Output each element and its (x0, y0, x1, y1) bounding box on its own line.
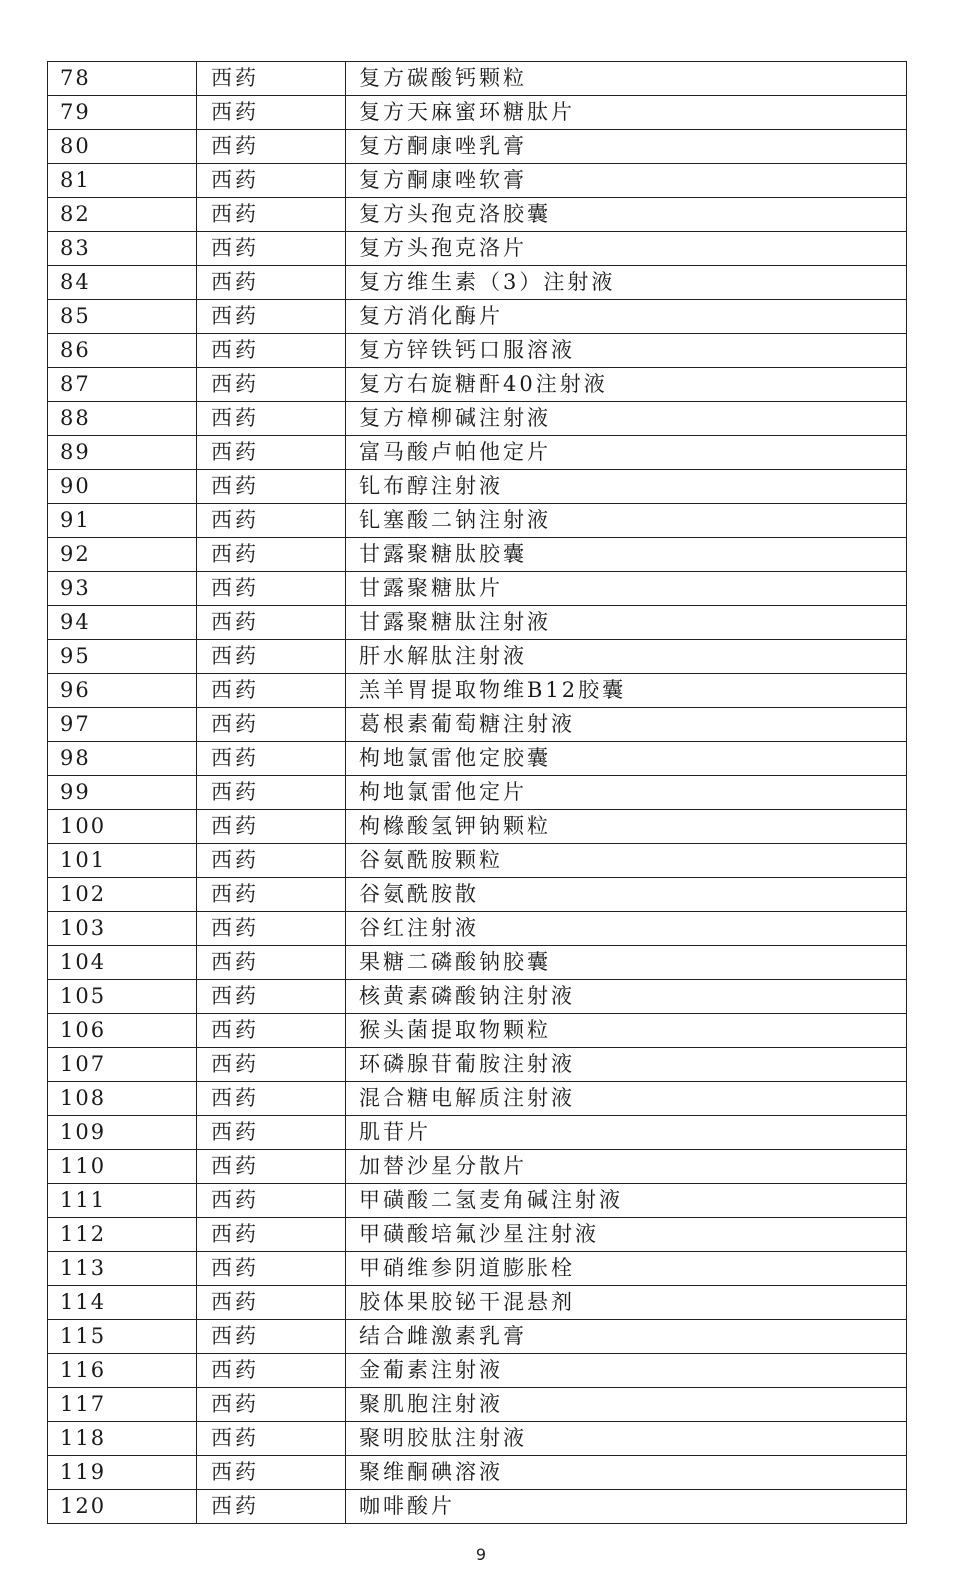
row-number-cell: 93 (48, 572, 197, 606)
row-number-cell: 79 (48, 96, 197, 130)
table-row (48, 1218, 907, 1252)
drug-name-cell: 枸橼酸氢钾钠颗粒 (346, 810, 907, 844)
drug-name-cell: 复方维生素（3）注射液 (346, 266, 907, 300)
drug-type-cell: 西药 (197, 708, 346, 742)
row-number-cell: 78 (48, 62, 197, 96)
drug-type-cell: 西药 (197, 1320, 346, 1354)
drug-name-cell: 肌苷片 (346, 1116, 907, 1150)
table-row (48, 164, 907, 198)
drug-name-cell: 胶体果胶铋干混悬剂 (346, 1286, 907, 1320)
drug-type-cell: 西药 (197, 300, 346, 334)
row-number-cell: 85 (48, 300, 197, 334)
table-row (48, 1014, 907, 1048)
row-number-cell: 92 (48, 538, 197, 572)
table-row (48, 470, 907, 504)
drug-name-cell: 羔羊胃提取物维B12胶囊 (346, 674, 907, 708)
table-row (48, 912, 907, 946)
drug-name-cell: 聚维酮碘溶液 (346, 1456, 907, 1490)
table-row (48, 1116, 907, 1150)
drug-type-cell: 西药 (197, 640, 346, 674)
table-row (48, 368, 907, 402)
drug-type-cell: 西药 (197, 1252, 346, 1286)
row-number-cell: 86 (48, 334, 197, 368)
table-row (48, 1252, 907, 1286)
drug-type-cell: 西药 (197, 912, 346, 946)
table-row (48, 402, 907, 436)
row-number-cell: 101 (48, 844, 197, 878)
table-row (48, 946, 907, 980)
row-number-cell: 119 (48, 1456, 197, 1490)
row-number-cell: 113 (48, 1252, 197, 1286)
drug-name-cell: 甲硝维参阴道膨胀栓 (346, 1252, 907, 1286)
drug-name-cell: 复方碳酸钙颗粒 (346, 62, 907, 96)
drug-name-cell: 甘露聚糖肽注射液 (346, 606, 907, 640)
drug-name-cell: 谷红注射液 (346, 912, 907, 946)
table-row (48, 776, 907, 810)
drug-name-cell: 咖啡酸片 (346, 1490, 907, 1524)
drug-name-cell: 复方消化酶片 (346, 300, 907, 334)
drug-list-table-body (48, 62, 907, 1524)
drug-type-cell: 西药 (197, 878, 346, 912)
table-row (48, 1490, 907, 1524)
drug-name-cell: 甲磺酸二氢麦角碱注射液 (346, 1184, 907, 1218)
drug-name-cell: 聚肌胞注射液 (346, 1388, 907, 1422)
drug-name-cell: 谷氨酰胺颗粒 (346, 844, 907, 878)
page-number: 9 (475, 1545, 487, 1564)
row-number-cell: 95 (48, 640, 197, 674)
drug-type-cell: 西药 (197, 1354, 346, 1388)
drug-name-cell: 复方天麻蜜环糖肽片 (346, 96, 907, 130)
drug-name-cell: 环磷腺苷葡胺注射液 (346, 1048, 907, 1082)
drug-type-cell: 西药 (197, 470, 346, 504)
row-number-cell: 102 (48, 878, 197, 912)
table-row (48, 980, 907, 1014)
drug-type-cell: 西药 (197, 1218, 346, 1252)
drug-type-cell: 西药 (197, 1388, 346, 1422)
table-row (48, 334, 907, 368)
drug-name-cell: 钆塞酸二钠注射液 (346, 504, 907, 538)
row-number-cell: 107 (48, 1048, 197, 1082)
table-row (48, 1388, 907, 1422)
drug-type-cell: 西药 (197, 402, 346, 436)
row-number-cell: 109 (48, 1116, 197, 1150)
drug-type-cell: 西药 (197, 504, 346, 538)
drug-name-cell: 肝水解肽注射液 (346, 640, 907, 674)
row-number-cell: 110 (48, 1150, 197, 1184)
table-row (48, 300, 907, 334)
table-row (48, 504, 907, 538)
table-row (48, 198, 907, 232)
row-number-cell: 83 (48, 232, 197, 266)
row-number-cell: 90 (48, 470, 197, 504)
drug-type-cell: 西药 (197, 368, 346, 402)
drug-type-cell: 西药 (197, 742, 346, 776)
drug-type-cell: 西药 (197, 96, 346, 130)
row-number-cell: 88 (48, 402, 197, 436)
drug-type-cell: 西药 (197, 1116, 346, 1150)
table-row (48, 1184, 907, 1218)
drug-name-cell: 复方樟柳碱注射液 (346, 402, 907, 436)
drug-type-cell: 西药 (197, 606, 346, 640)
table-row (48, 436, 907, 470)
row-number-cell: 94 (48, 606, 197, 640)
drug-name-cell: 复方酮康唑乳膏 (346, 130, 907, 164)
drug-name-cell: 结合雌激素乳膏 (346, 1320, 907, 1354)
row-number-cell: 100 (48, 810, 197, 844)
table-row (48, 232, 907, 266)
table-row (48, 1320, 907, 1354)
row-number-cell: 87 (48, 368, 197, 402)
drug-list-table (47, 61, 907, 1524)
drug-type-cell: 西药 (197, 674, 346, 708)
drug-type-cell: 西药 (197, 1150, 346, 1184)
table-row (48, 572, 907, 606)
table-row (48, 96, 907, 130)
row-number-cell: 98 (48, 742, 197, 776)
row-number-cell: 117 (48, 1388, 197, 1422)
drug-name-cell: 枸地氯雷他定胶囊 (346, 742, 907, 776)
drug-name-cell: 钆布醇注射液 (346, 470, 907, 504)
drug-type-cell: 西药 (197, 538, 346, 572)
row-number-cell: 104 (48, 946, 197, 980)
drug-name-cell: 核黄素磷酸钠注射液 (346, 980, 907, 1014)
table-row (48, 810, 907, 844)
drug-type-cell: 西药 (197, 776, 346, 810)
row-number-cell: 115 (48, 1320, 197, 1354)
row-number-cell: 111 (48, 1184, 197, 1218)
table-row (48, 1422, 907, 1456)
table-row (48, 708, 907, 742)
drug-type-cell: 西药 (197, 946, 346, 980)
table-row (48, 742, 907, 776)
table-row (48, 1354, 907, 1388)
drug-name-cell: 复方锌铁钙口服溶液 (346, 334, 907, 368)
drug-type-cell: 西药 (197, 1014, 346, 1048)
drug-type-cell: 西药 (197, 572, 346, 606)
row-number-cell: 116 (48, 1354, 197, 1388)
row-number-cell: 91 (48, 504, 197, 538)
row-number-cell: 114 (48, 1286, 197, 1320)
drug-type-cell: 西药 (197, 1422, 346, 1456)
row-number-cell: 118 (48, 1422, 197, 1456)
drug-name-cell: 复方酮康唑软膏 (346, 164, 907, 198)
row-number-cell: 106 (48, 1014, 197, 1048)
table-row (48, 844, 907, 878)
table-row (48, 538, 907, 572)
drug-name-cell: 甘露聚糖肽胶囊 (346, 538, 907, 572)
drug-type-cell: 西药 (197, 436, 346, 470)
table-row (48, 1456, 907, 1490)
drug-name-cell: 金葡素注射液 (346, 1354, 907, 1388)
row-number-cell: 80 (48, 130, 197, 164)
table-row (48, 1286, 907, 1320)
drug-type-cell: 西药 (197, 844, 346, 878)
row-number-cell: 96 (48, 674, 197, 708)
drug-type-cell: 西药 (197, 232, 346, 266)
drug-name-cell: 猴头菌提取物颗粒 (346, 1014, 907, 1048)
drug-type-cell: 西药 (197, 1490, 346, 1524)
drug-name-cell: 枸地氯雷他定片 (346, 776, 907, 810)
table-row (48, 266, 907, 300)
drug-type-cell: 西药 (197, 198, 346, 232)
row-number-cell: 105 (48, 980, 197, 1014)
row-number-cell: 97 (48, 708, 197, 742)
row-number-cell: 108 (48, 1082, 197, 1116)
drug-name-cell: 聚明胶肽注射液 (346, 1422, 907, 1456)
table-row (48, 674, 907, 708)
drug-name-cell: 加替沙星分散片 (346, 1150, 907, 1184)
table-row (48, 878, 907, 912)
drug-type-cell: 西药 (197, 980, 346, 1014)
table-row (48, 130, 907, 164)
drug-type-cell: 西药 (197, 810, 346, 844)
table-row (48, 606, 907, 640)
row-number-cell: 120 (48, 1490, 197, 1524)
drug-name-cell: 甲磺酸培氟沙星注射液 (346, 1218, 907, 1252)
table-row (48, 1082, 907, 1116)
drug-type-cell: 西药 (197, 1048, 346, 1082)
drug-name-cell: 富马酸卢帕他定片 (346, 436, 907, 470)
drug-type-cell: 西药 (197, 164, 346, 198)
row-number-cell: 89 (48, 436, 197, 470)
row-number-cell: 99 (48, 776, 197, 810)
drug-type-cell: 西药 (197, 62, 346, 96)
drug-name-cell: 谷氨酰胺散 (346, 878, 907, 912)
table-row (48, 1048, 907, 1082)
row-number-cell: 103 (48, 912, 197, 946)
drug-name-cell: 果糖二磷酸钠胶囊 (346, 946, 907, 980)
table-row (48, 62, 907, 96)
row-number-cell: 82 (48, 198, 197, 232)
drug-type-cell: 西药 (197, 334, 346, 368)
drug-name-cell: 复方右旋糖酐40注射液 (346, 368, 907, 402)
drug-type-cell: 西药 (197, 1082, 346, 1116)
drug-name-cell: 复方头孢克洛胶囊 (346, 198, 907, 232)
row-number-cell: 112 (48, 1218, 197, 1252)
row-number-cell: 84 (48, 266, 197, 300)
row-number-cell: 81 (48, 164, 197, 198)
drug-type-cell: 西药 (197, 1184, 346, 1218)
drug-name-cell: 混合糖电解质注射液 (346, 1082, 907, 1116)
drug-type-cell: 西药 (197, 1456, 346, 1490)
drug-name-cell: 复方头孢克洛片 (346, 232, 907, 266)
drug-name-cell: 甘露聚糖肽片 (346, 572, 907, 606)
drug-type-cell: 西药 (197, 266, 346, 300)
drug-name-cell: 葛根素葡萄糖注射液 (346, 708, 907, 742)
table-row (48, 640, 907, 674)
table-row (48, 1150, 907, 1184)
drug-type-cell: 西药 (197, 1286, 346, 1320)
drug-type-cell: 西药 (197, 130, 346, 164)
